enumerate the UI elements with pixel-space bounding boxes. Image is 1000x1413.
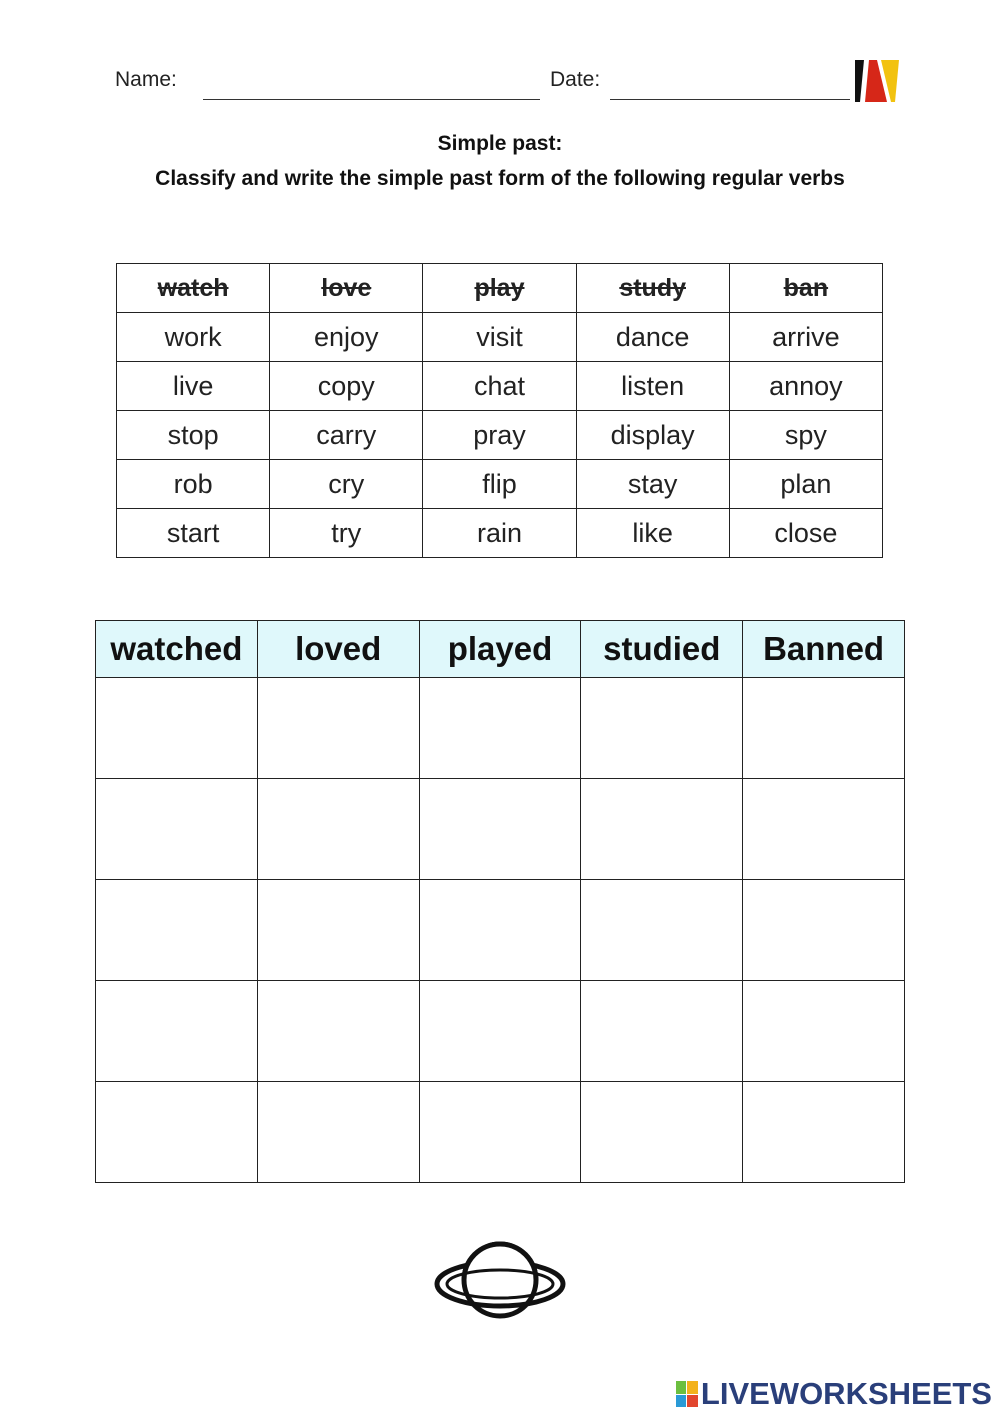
verb-cell: rain: [423, 509, 576, 558]
category-header: loved: [257, 621, 419, 678]
answer-cell[interactable]: [581, 678, 743, 779]
answer-cell[interactable]: [257, 1082, 419, 1183]
category-header: Banned: [743, 621, 905, 678]
verb-cell: live: [117, 362, 270, 411]
answer-cell[interactable]: [419, 1082, 581, 1183]
answer-cell[interactable]: [743, 678, 905, 779]
date-label: Date:: [550, 68, 601, 91]
name-label: Name:: [115, 68, 177, 91]
answer-cell[interactable]: [743, 981, 905, 1082]
answer-row: [96, 880, 905, 981]
verb-row: [117, 411, 883, 460]
verb-cell: copy: [270, 362, 423, 411]
verb-cell: arrive: [729, 313, 882, 362]
answer-row: [96, 981, 905, 1082]
answer-cell[interactable]: [743, 779, 905, 880]
example-verb: study: [576, 264, 729, 313]
verb-row: [117, 313, 883, 362]
answer-cell[interactable]: [581, 1082, 743, 1183]
example-verb: play: [423, 264, 576, 313]
planet-icon: [430, 1238, 570, 1328]
verb-cell: try: [270, 509, 423, 558]
verb-cell: stop: [117, 411, 270, 460]
brand-logo: [676, 1376, 992, 1412]
answer-table: [95, 620, 905, 1183]
verb-cell: listen: [576, 362, 729, 411]
category-header: studied: [581, 621, 743, 678]
answer-cell[interactable]: [581, 981, 743, 1082]
publisher-logo-icon: [855, 60, 899, 102]
verb-cell: rob: [117, 460, 270, 509]
verb-cell: annoy: [729, 362, 882, 411]
answer-cell[interactable]: [96, 981, 258, 1082]
answer-cell[interactable]: [419, 981, 581, 1082]
verb-cell: plan: [729, 460, 882, 509]
answer-cell[interactable]: [257, 981, 419, 1082]
answer-cell[interactable]: [257, 779, 419, 880]
verb-cell: like: [576, 509, 729, 558]
answer-cell[interactable]: [581, 779, 743, 880]
verb-cell: cry: [270, 460, 423, 509]
verb-cell: chat: [423, 362, 576, 411]
brand-badge-icon: [676, 1381, 698, 1407]
answer-row: [96, 1082, 905, 1183]
verb-cell: flip: [423, 460, 576, 509]
verb-cell: work: [117, 313, 270, 362]
answer-row: [96, 678, 905, 779]
answer-cell[interactable]: [257, 880, 419, 981]
verb-cell: stay: [576, 460, 729, 509]
answer-cell[interactable]: [743, 1082, 905, 1183]
category-header: played: [419, 621, 581, 678]
example-verb: love: [270, 264, 423, 313]
answer-cell[interactable]: [419, 880, 581, 981]
example-verb: watch: [117, 264, 270, 313]
verb-cell: spy: [729, 411, 882, 460]
verb-cell: close: [729, 509, 882, 558]
answer-cell[interactable]: [96, 779, 258, 880]
name-field[interactable]: [203, 99, 540, 100]
example-row: [117, 264, 883, 313]
verb-cell: visit: [423, 313, 576, 362]
category-header: watched: [96, 621, 258, 678]
brand-name: LIVEWORKSHEETS: [700, 1376, 992, 1411]
date-field[interactable]: [610, 99, 850, 100]
answer-cell[interactable]: [419, 678, 581, 779]
answer-header-row: [96, 621, 905, 678]
verb-cell: display: [576, 411, 729, 460]
example-verb: ban: [729, 264, 882, 313]
page-title: Simple past:: [437, 132, 563, 155]
verb-row: [117, 460, 883, 509]
answer-cell[interactable]: [743, 880, 905, 981]
verb-cell: carry: [270, 411, 423, 460]
answer-row: [96, 779, 905, 880]
answer-cell[interactable]: [257, 678, 419, 779]
verb-cell: start: [117, 509, 270, 558]
answer-body: [96, 678, 905, 1183]
verb-cell: enjoy: [270, 313, 423, 362]
answer-cell[interactable]: [419, 779, 581, 880]
answer-cell[interactable]: [581, 880, 743, 981]
verb-row: [117, 362, 883, 411]
answer-cell[interactable]: [96, 1082, 258, 1183]
answer-cell[interactable]: [96, 880, 258, 981]
verb-row: [117, 509, 883, 558]
answer-cell[interactable]: [96, 678, 258, 779]
verb-cell: dance: [576, 313, 729, 362]
verb-cell: pray: [423, 411, 576, 460]
instruction: Classify and write the simple past form of the following regular verbs: [155, 167, 845, 190]
verb-table: [116, 263, 883, 558]
